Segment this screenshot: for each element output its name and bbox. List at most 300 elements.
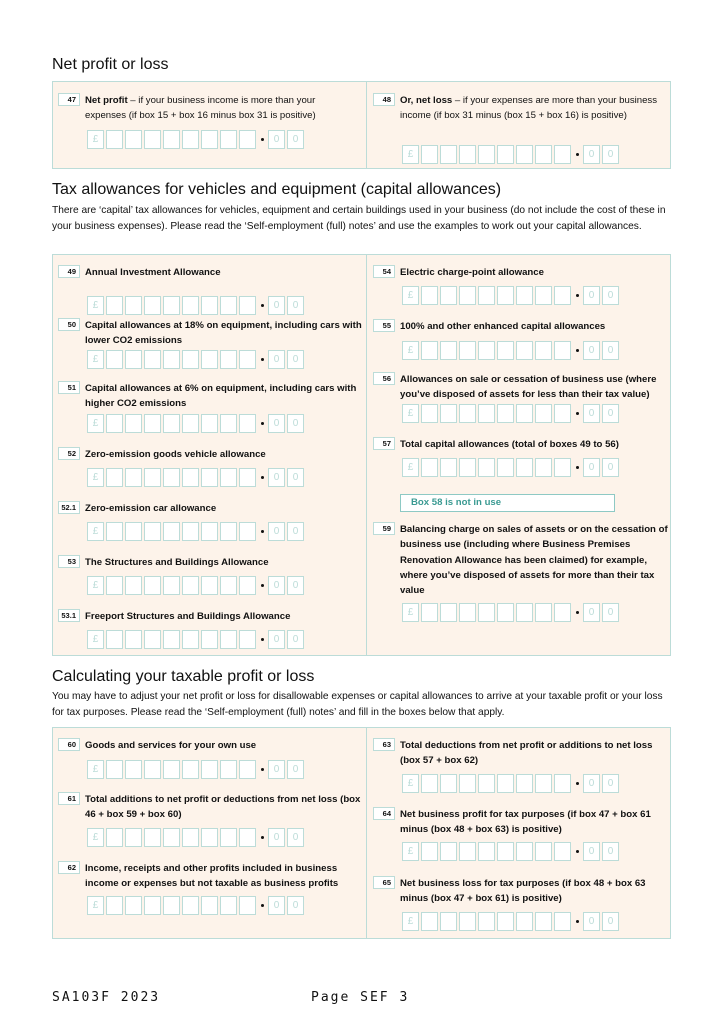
- digit-cell: [535, 458, 552, 477]
- pence-cell: 0: [287, 576, 304, 595]
- pence-cell: 0: [583, 603, 600, 622]
- pound-sign-cell: £: [87, 630, 104, 649]
- pound-sign-cell: £: [87, 576, 104, 595]
- box-label: Annual Investment Allowance: [85, 267, 221, 278]
- digit-cell: [535, 842, 552, 861]
- digit-cell: [478, 145, 495, 164]
- digit-cell: [421, 404, 438, 423]
- digit-cell: [125, 130, 142, 149]
- digit-cell: [201, 576, 218, 595]
- digit-cell: [459, 912, 476, 931]
- pence-cell: 0: [287, 296, 304, 315]
- pence-cell: 0: [583, 404, 600, 423]
- digit-cell: [459, 458, 476, 477]
- taxable-profit-intro: You may have to adjust your net profit or loss for disallowable expenses or capital allowances to arrive at your taxable profit or your loss for tax purposes. Please read the ‘Self-employment (full) notes’ and fill in the boxes below that apply.: [52, 691, 663, 718]
- digit-cell: [125, 296, 142, 315]
- digit-cell: [201, 522, 218, 541]
- box-label: Electric charge-point allowance: [400, 267, 544, 278]
- digit-cell: [220, 130, 237, 149]
- amount-input[interactable]: [402, 773, 621, 793]
- digit-cell: [239, 828, 256, 847]
- digit-cell: [459, 603, 476, 622]
- pence-cell: 0: [583, 774, 600, 793]
- amount-input[interactable]: [87, 413, 306, 433]
- digit-cell: [535, 341, 552, 360]
- digit-cell: [497, 458, 514, 477]
- pence-cell: 0: [268, 468, 285, 487]
- decimal-point: [261, 304, 264, 307]
- digit-cell: [421, 912, 438, 931]
- digit-cell: [440, 458, 457, 477]
- digit-cell: [497, 404, 514, 423]
- digit-cell: [182, 522, 199, 541]
- box-label: Balancing charge on sales of assets or on the cessation of business use (including where Business Premises Renovation Allowance has been claimed) for example, where you’ve disposed of assets for more than their tax value: [400, 524, 668, 597]
- digit-cell: [554, 286, 571, 305]
- digit-cell: [440, 286, 457, 305]
- digit-cell: [459, 404, 476, 423]
- digit-cell: [239, 630, 256, 649]
- decimal-point: [576, 920, 579, 923]
- digit-cell: [535, 912, 552, 931]
- digit-cell: [421, 458, 438, 477]
- digit-cell: [535, 145, 552, 164]
- box-label: Income, receipts and other profits included in business income or expenses but not taxable as business profits: [85, 863, 339, 890]
- decimal-point: [576, 782, 579, 785]
- digit-cell: [125, 828, 142, 847]
- box-number: 65: [373, 876, 395, 889]
- digit-cell: [144, 296, 161, 315]
- digit-cell: [163, 414, 180, 433]
- digit-cell: [554, 458, 571, 477]
- pence-cell: 0: [268, 130, 285, 149]
- pound-sign-cell: £: [402, 774, 419, 793]
- panel-divider: [366, 82, 367, 168]
- box-label: Allowances on sale or cessation of business use (where you’ve disposed of assets for less than their tax value): [400, 374, 657, 401]
- digit-cell: [516, 603, 533, 622]
- digit-cell: [125, 350, 142, 369]
- digit-cell: [239, 576, 256, 595]
- digit-cell: [144, 130, 161, 149]
- digit-cell: [478, 458, 495, 477]
- pence-cell: 0: [583, 842, 600, 861]
- decimal-point: [261, 422, 264, 425]
- amount-input[interactable]: [87, 629, 306, 649]
- digit-cell: [201, 630, 218, 649]
- digit-cell: [478, 341, 495, 360]
- digit-cell: [201, 130, 218, 149]
- pence-cell: 0: [583, 341, 600, 360]
- digit-cell: [106, 522, 123, 541]
- box-number: 52: [58, 447, 80, 460]
- digit-cell: [125, 468, 142, 487]
- digit-cell: [554, 341, 571, 360]
- digit-cell: [535, 286, 552, 305]
- digit-cell: [478, 286, 495, 305]
- digit-cell: [220, 296, 237, 315]
- digit-cell: [144, 760, 161, 779]
- decimal-point: [261, 768, 264, 771]
- digit-cell: [497, 341, 514, 360]
- amount-input[interactable]: [402, 911, 621, 931]
- amount-input[interactable]: [402, 602, 621, 622]
- pound-sign-cell: £: [87, 522, 104, 541]
- digit-cell: [163, 896, 180, 915]
- pound-sign-cell: £: [87, 414, 104, 433]
- decimal-point: [261, 638, 264, 641]
- digit-cell: [106, 760, 123, 779]
- digit-cell: [220, 828, 237, 847]
- box-number: 54: [373, 265, 395, 278]
- decimal-point: [261, 476, 264, 479]
- digit-cell: [106, 630, 123, 649]
- decimal-point: [261, 358, 264, 361]
- box-label: Goods and services for your own use: [85, 740, 257, 751]
- digit-cell: [182, 630, 199, 649]
- box-label: Net business loss for tax purposes (if box 48 + box 63 minus (box 47 + box 61) is positive): [400, 878, 646, 905]
- pence-cell: 0: [287, 130, 304, 149]
- digit-cell: [497, 603, 514, 622]
- box-58-not-in-use: Box 58 is not in use: [400, 494, 615, 512]
- pence-cell: 0: [583, 145, 600, 164]
- digit-cell: [554, 912, 571, 931]
- pence-cell: 0: [268, 522, 285, 541]
- capital-allowances-intro: There are ‘capital’ tax allowances for vehicles, equipment and certain buildings used in your business (do not include the cost of these in your business expenses). Please read the ‘Self-employment (full) notes’ and use the examples to work out your capital allowances.: [52, 205, 666, 232]
- digit-cell: [535, 404, 552, 423]
- digit-cell: [125, 896, 142, 915]
- digit-cell: [421, 341, 438, 360]
- decimal-point: [576, 349, 579, 352]
- digit-cell: [554, 404, 571, 423]
- digit-cell: [144, 522, 161, 541]
- digit-cell: [182, 896, 199, 915]
- digit-cell: [440, 404, 457, 423]
- pence-cell: 0: [287, 828, 304, 847]
- digit-cell: [144, 828, 161, 847]
- digit-cell: [182, 468, 199, 487]
- amount-input[interactable]: [87, 349, 306, 369]
- pound-sign-cell: £: [87, 130, 104, 149]
- digit-cell: [201, 896, 218, 915]
- box-number: 47: [58, 93, 80, 106]
- digit-cell: [220, 468, 237, 487]
- decimal-point: [576, 611, 579, 614]
- pence-cell: 0: [268, 350, 285, 369]
- box-number: 64: [373, 807, 395, 820]
- digit-cell: [182, 296, 199, 315]
- box-number: 48: [373, 93, 395, 106]
- digit-cell: [440, 603, 457, 622]
- panel-divider: [366, 728, 367, 938]
- digit-cell: [163, 630, 180, 649]
- digit-cell: [516, 341, 533, 360]
- digit-cell: [535, 774, 552, 793]
- pence-cell: 0: [268, 414, 285, 433]
- digit-cell: [182, 576, 199, 595]
- digit-cell: [497, 774, 514, 793]
- box-label: Or, net loss – if your expenses are more than your business income (if box 31 minus (box 15 + box 16) is positive): [400, 95, 658, 122]
- amount-input[interactable]: [87, 295, 306, 315]
- digit-cell: [516, 774, 533, 793]
- pound-sign-cell: £: [87, 468, 104, 487]
- digit-cell: [239, 350, 256, 369]
- digit-cell: [182, 828, 199, 847]
- digit-cell: [106, 896, 123, 915]
- net-profit-panel: [52, 81, 671, 169]
- pence-cell: 0: [287, 414, 304, 433]
- pence-cell: 0: [268, 760, 285, 779]
- digit-cell: [220, 630, 237, 649]
- form-identifier: SA103F 2023: [52, 990, 161, 1005]
- digit-cell: [163, 522, 180, 541]
- digit-cell: [144, 468, 161, 487]
- digit-cell: [535, 603, 552, 622]
- pound-sign-cell: £: [402, 842, 419, 861]
- pence-cell: 0: [602, 774, 619, 793]
- digit-cell: [125, 414, 142, 433]
- box-label: Capital allowances at 18% on equipment, including cars with lower CO2 emissions: [85, 320, 362, 347]
- digit-cell: [106, 468, 123, 487]
- taxable-profit-panel: [52, 727, 671, 939]
- pence-cell: 0: [268, 896, 285, 915]
- digit-cell: [478, 842, 495, 861]
- digit-cell: [239, 896, 256, 915]
- digit-cell: [421, 842, 438, 861]
- amount-input[interactable]: [87, 467, 306, 487]
- digit-cell: [144, 576, 161, 595]
- pence-cell: 0: [602, 145, 619, 164]
- amount-input[interactable]: [402, 403, 621, 423]
- digit-cell: [239, 130, 256, 149]
- digit-cell: [106, 130, 123, 149]
- digit-cell: [554, 842, 571, 861]
- digit-cell: [220, 760, 237, 779]
- digit-cell: [421, 286, 438, 305]
- digit-cell: [497, 286, 514, 305]
- digit-cell: [239, 414, 256, 433]
- digit-cell: [163, 828, 180, 847]
- capital-allowances-panel: [52, 254, 671, 656]
- pence-cell: 0: [583, 912, 600, 931]
- decimal-point: [576, 466, 579, 469]
- panel-divider: [366, 255, 367, 655]
- pence-cell: 0: [287, 350, 304, 369]
- digit-cell: [440, 774, 457, 793]
- box-number: 53.1: [58, 609, 80, 622]
- digit-cell: [201, 414, 218, 433]
- digit-cell: [459, 145, 476, 164]
- box-label: The Structures and Buildings Allowance: [85, 557, 269, 568]
- pound-sign-cell: £: [87, 828, 104, 847]
- digit-cell: [554, 603, 571, 622]
- digit-cell: [163, 468, 180, 487]
- digit-cell: [478, 603, 495, 622]
- digit-cell: [239, 468, 256, 487]
- digit-cell: [125, 630, 142, 649]
- digit-cell: [125, 576, 142, 595]
- digit-cell: [516, 842, 533, 861]
- digit-cell: [144, 630, 161, 649]
- box-number: 56: [373, 372, 395, 385]
- digit-cell: [239, 522, 256, 541]
- decimal-point: [261, 138, 264, 141]
- digit-cell: [554, 774, 571, 793]
- pound-sign-cell: £: [402, 286, 419, 305]
- amount-input[interactable]: [87, 129, 306, 149]
- digit-cell: [421, 774, 438, 793]
- box-number: 49: [58, 265, 80, 278]
- digit-cell: [478, 774, 495, 793]
- decimal-point: [576, 153, 579, 156]
- digit-cell: [516, 912, 533, 931]
- pence-cell: 0: [602, 603, 619, 622]
- pound-sign-cell: £: [87, 760, 104, 779]
- decimal-point: [576, 412, 579, 415]
- decimal-point: [261, 836, 264, 839]
- decimal-point: [261, 904, 264, 907]
- box-label: Total additions to net profit or deductions from net loss (box 46 + box 59 + box 60): [85, 794, 361, 821]
- digit-cell: [106, 576, 123, 595]
- pence-cell: 0: [287, 522, 304, 541]
- pound-sign-cell: £: [402, 603, 419, 622]
- pound-sign-cell: £: [402, 341, 419, 360]
- digit-cell: [440, 341, 457, 360]
- digit-cell: [201, 350, 218, 369]
- box-number: 63: [373, 738, 395, 751]
- box-number: 59: [373, 522, 395, 535]
- pound-sign-cell: £: [87, 296, 104, 315]
- box-number: 61: [58, 792, 80, 805]
- amount-input[interactable]: [402, 841, 621, 861]
- digit-cell: [421, 145, 438, 164]
- box-number: 53: [58, 555, 80, 568]
- amount-input[interactable]: [87, 827, 306, 847]
- digit-cell: [220, 350, 237, 369]
- digit-cell: [163, 760, 180, 779]
- pence-cell: 0: [602, 912, 619, 931]
- digit-cell: [201, 828, 218, 847]
- digit-cell: [201, 468, 218, 487]
- pound-sign-cell: £: [402, 404, 419, 423]
- digit-cell: [440, 145, 457, 164]
- pence-cell: 0: [602, 341, 619, 360]
- pound-sign-cell: £: [402, 912, 419, 931]
- pence-cell: 0: [602, 286, 619, 305]
- section-heading-net-profit: Net profit or loss: [52, 56, 169, 73]
- digit-cell: [554, 145, 571, 164]
- pence-cell: 0: [287, 630, 304, 649]
- digit-cell: [125, 760, 142, 779]
- pence-cell: 0: [602, 842, 619, 861]
- digit-cell: [163, 130, 180, 149]
- box-number: 57: [373, 437, 395, 450]
- box-number: 55: [373, 319, 395, 332]
- digit-cell: [421, 603, 438, 622]
- digit-cell: [106, 414, 123, 433]
- digit-cell: [106, 296, 123, 315]
- pound-sign-cell: £: [402, 145, 419, 164]
- digit-cell: [144, 414, 161, 433]
- digit-cell: [163, 296, 180, 315]
- section-heading-capital-allowances: Tax allowances for vehicles and equipment (capital allowances): [52, 181, 502, 198]
- amount-input[interactable]: [402, 144, 621, 164]
- pence-cell: 0: [268, 828, 285, 847]
- digit-cell: [201, 760, 218, 779]
- digit-cell: [144, 896, 161, 915]
- box-label: Total deductions from net profit or additions to net loss (box 57 + box 62): [400, 740, 653, 767]
- amount-input[interactable]: [402, 285, 621, 305]
- box-number: 52.1: [58, 501, 80, 514]
- digit-cell: [201, 296, 218, 315]
- digit-cell: [497, 912, 514, 931]
- box-label: Total capital allowances (total of boxes 49 to 56): [400, 439, 619, 450]
- digit-cell: [440, 912, 457, 931]
- digit-cell: [220, 896, 237, 915]
- page-number: Page SEF 3: [311, 990, 410, 1005]
- pound-sign-cell: £: [402, 458, 419, 477]
- digit-cell: [220, 522, 237, 541]
- box-label: Capital allowances at 6% on equipment, including cars with higher CO2 emissions: [85, 383, 357, 410]
- amount-input[interactable]: [87, 575, 306, 595]
- digit-cell: [106, 828, 123, 847]
- digit-cell: [239, 760, 256, 779]
- box-label: 100% and other enhanced capital allowances: [400, 321, 606, 332]
- decimal-point: [576, 294, 579, 297]
- box-number: 51: [58, 381, 80, 394]
- digit-cell: [516, 458, 533, 477]
- pence-cell: 0: [583, 458, 600, 477]
- digit-cell: [182, 350, 199, 369]
- amount-input[interactable]: [402, 457, 621, 477]
- digit-cell: [163, 350, 180, 369]
- pence-cell: 0: [268, 630, 285, 649]
- digit-cell: [220, 414, 237, 433]
- digit-cell: [459, 774, 476, 793]
- decimal-point: [261, 530, 264, 533]
- pence-cell: 0: [287, 760, 304, 779]
- amount-input[interactable]: [87, 759, 306, 779]
- digit-cell: [497, 842, 514, 861]
- box-label: Zero-emission goods vehicle allowance: [85, 449, 266, 460]
- amount-input[interactable]: [87, 521, 306, 541]
- amount-input[interactable]: [87, 895, 306, 915]
- digit-cell: [182, 760, 199, 779]
- digit-cell: [459, 842, 476, 861]
- digit-cell: [144, 350, 161, 369]
- digit-cell: [478, 912, 495, 931]
- pence-cell: 0: [287, 468, 304, 487]
- box-number: 62: [58, 861, 80, 874]
- digit-cell: [478, 404, 495, 423]
- digit-cell: [459, 286, 476, 305]
- digit-cell: [163, 576, 180, 595]
- pound-sign-cell: £: [87, 350, 104, 369]
- digit-cell: [516, 286, 533, 305]
- digit-cell: [125, 522, 142, 541]
- pound-sign-cell: £: [87, 896, 104, 915]
- pence-cell: 0: [268, 296, 285, 315]
- pence-cell: 0: [602, 458, 619, 477]
- pence-cell: 0: [268, 576, 285, 595]
- decimal-point: [576, 850, 579, 853]
- digit-cell: [440, 842, 457, 861]
- pence-cell: 0: [602, 404, 619, 423]
- section-heading-taxable-profit: Calculating your taxable profit or loss: [52, 668, 315, 685]
- amount-input[interactable]: [402, 340, 621, 360]
- digit-cell: [516, 404, 533, 423]
- box-label: Zero-emission car allowance: [85, 503, 217, 514]
- decimal-point: [261, 584, 264, 587]
- box-number: 60: [58, 738, 80, 751]
